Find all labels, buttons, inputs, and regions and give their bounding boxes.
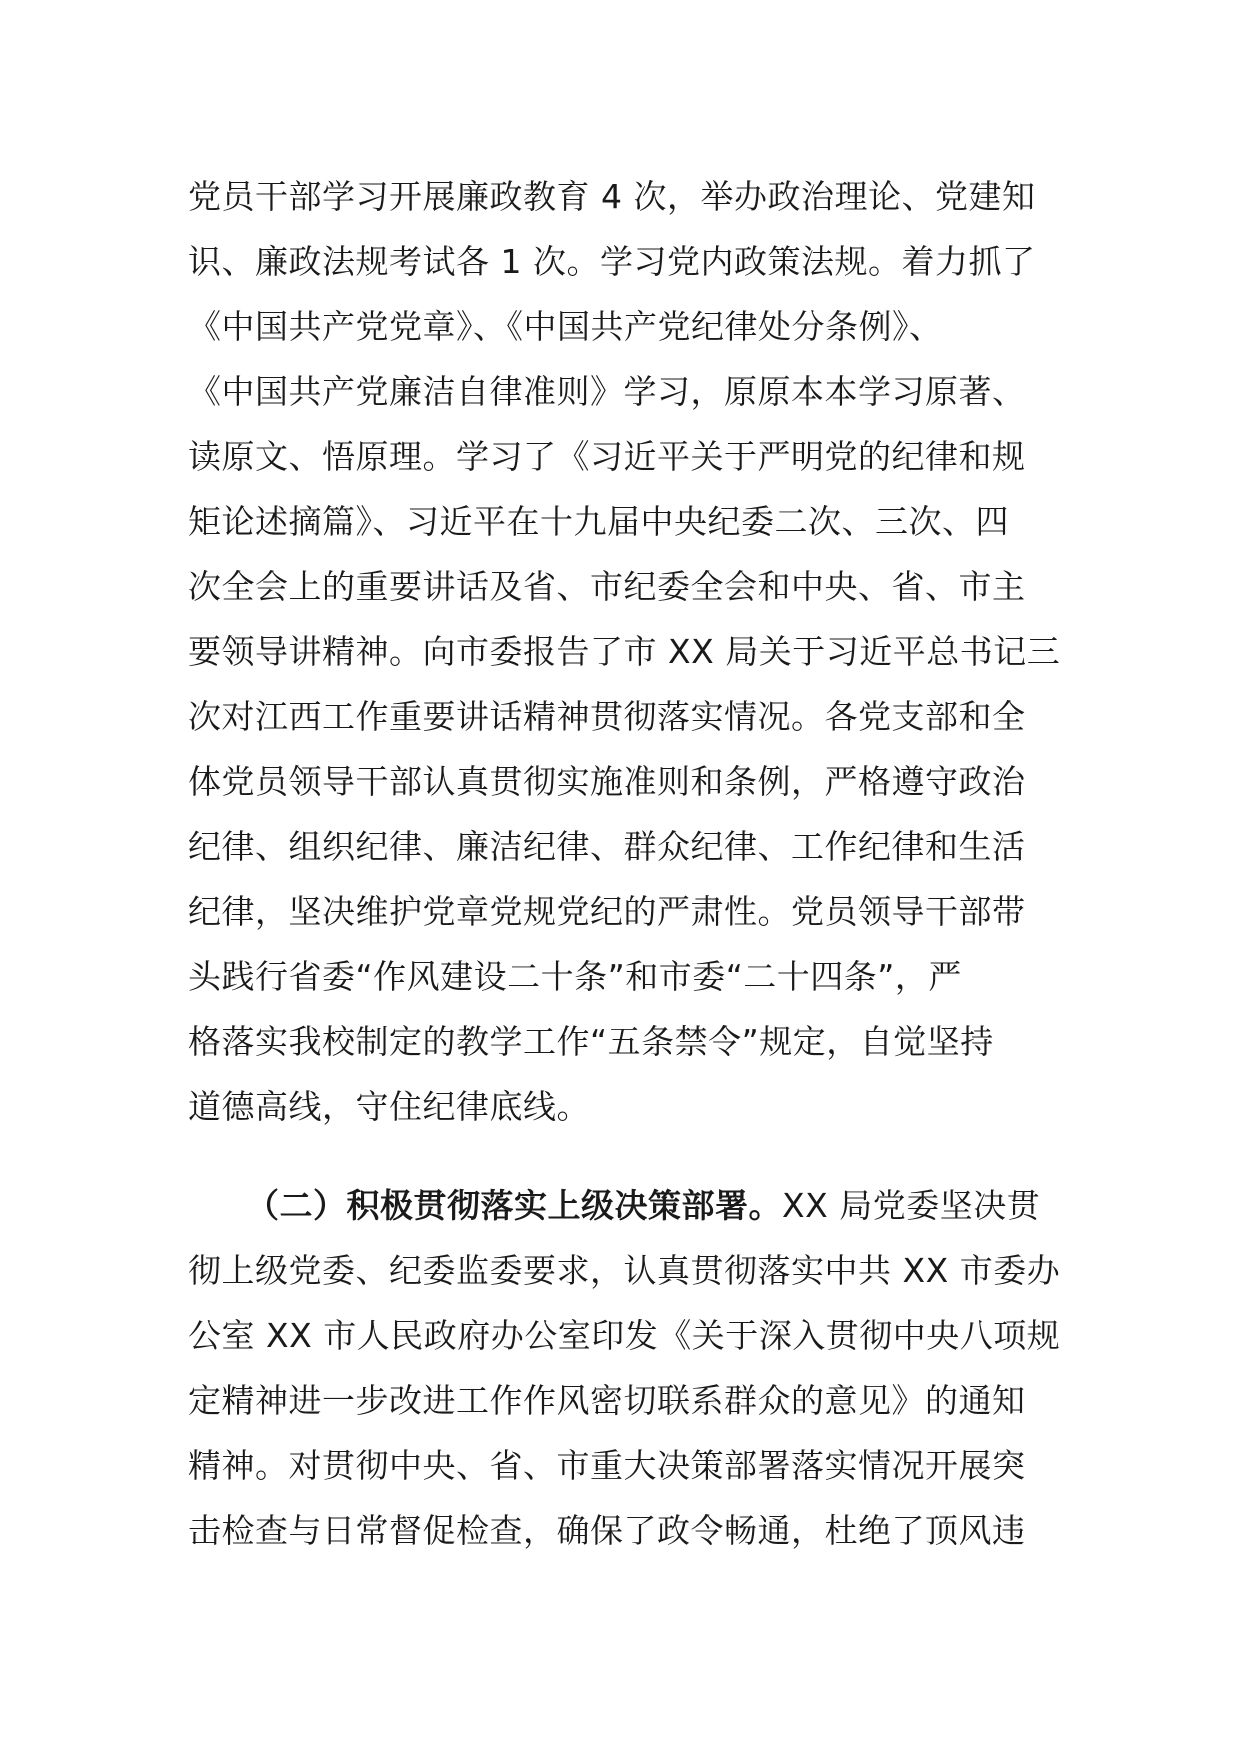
section-heading: （二）积极贯彻落实上级决策部署。 [246,1186,782,1225]
heading-line-rest: XX 局党委坚决贯 [782,1186,1041,1225]
paragraph-line: 《中国共产党党章》、《中国共产党纪律处分条例》、 [188,307,943,346]
paragraph-line: 《中国共产党廉洁自律准则》学习，原原本本学习原著、 [188,372,1026,411]
paragraph-line: 次全会上的重要讲话及省、市纪委全会和中央、省、市主 [188,567,1026,606]
paragraph-line: 格落实我校制定的教学工作“五条禁令”规定，自觉坚持 [188,1022,994,1061]
paragraph-line: 道德高线，守住纪律底线。 [188,1087,590,1126]
paragraph-line: 彻上级党委、纪委监委要求，认真贯彻落实中共 XX 市委办 [188,1251,1061,1290]
paragraph-study-education [188,164,1068,1139]
paragraph-line: 定精神进一步改进工作作风密切联系群众的意见》的通知 [188,1381,1026,1420]
paragraph-line: 次对江西工作重要讲话精神贯彻落实情况。各党支部和全 [188,697,1026,736]
paragraph-line: 矩论述摘篇》、习近平在十九届中央纪委二次、三次、四 [188,502,1009,541]
paragraph-line: 党员干部学习开展廉政教育 4 次，举办政治理论、党建知 [188,177,1036,216]
paragraph-line: 纪律、组织纪律、廉洁纪律、群众纪律、工作纪律和生活 [188,827,1026,866]
paragraph-line: 体党员领导干部认真贯彻实施准则和条例，严格遵守政治 [188,762,1026,801]
paragraph-first-line [188,1173,1068,1238]
paragraph-implement-decisions [188,1173,1068,1563]
paragraph-line: 头践行省委“作风建设二十条”和市委“二十四条”，严 [188,957,962,996]
paragraph-line: 识、廉政法规考试各 1 次。学习党内政策法规。着力抓了 [188,242,1036,281]
paragraph-line: 读原文、悟原理。学习了《习近平关于严明党的纪律和规 [188,437,1026,476]
paragraph-line: 公室 XX 市人民政府办公室印发《关于深入贯彻中央八项规 [188,1316,1061,1355]
paragraph-line: 击检查与日常督促检查，确保了政令畅通，杜绝了顶风违 [188,1511,1026,1550]
paragraph-line: 纪律，坚决维护党章党规党纪的严肃性。党员领导干部带 [188,892,1026,931]
paragraph-line: 精神。对贯彻中央、省、市重大决策部署落实情况开展突 [188,1446,1026,1485]
paragraph-line: 要领导讲精神。向市委报告了市 XX 局关于习近平总书记三 [188,632,1061,671]
